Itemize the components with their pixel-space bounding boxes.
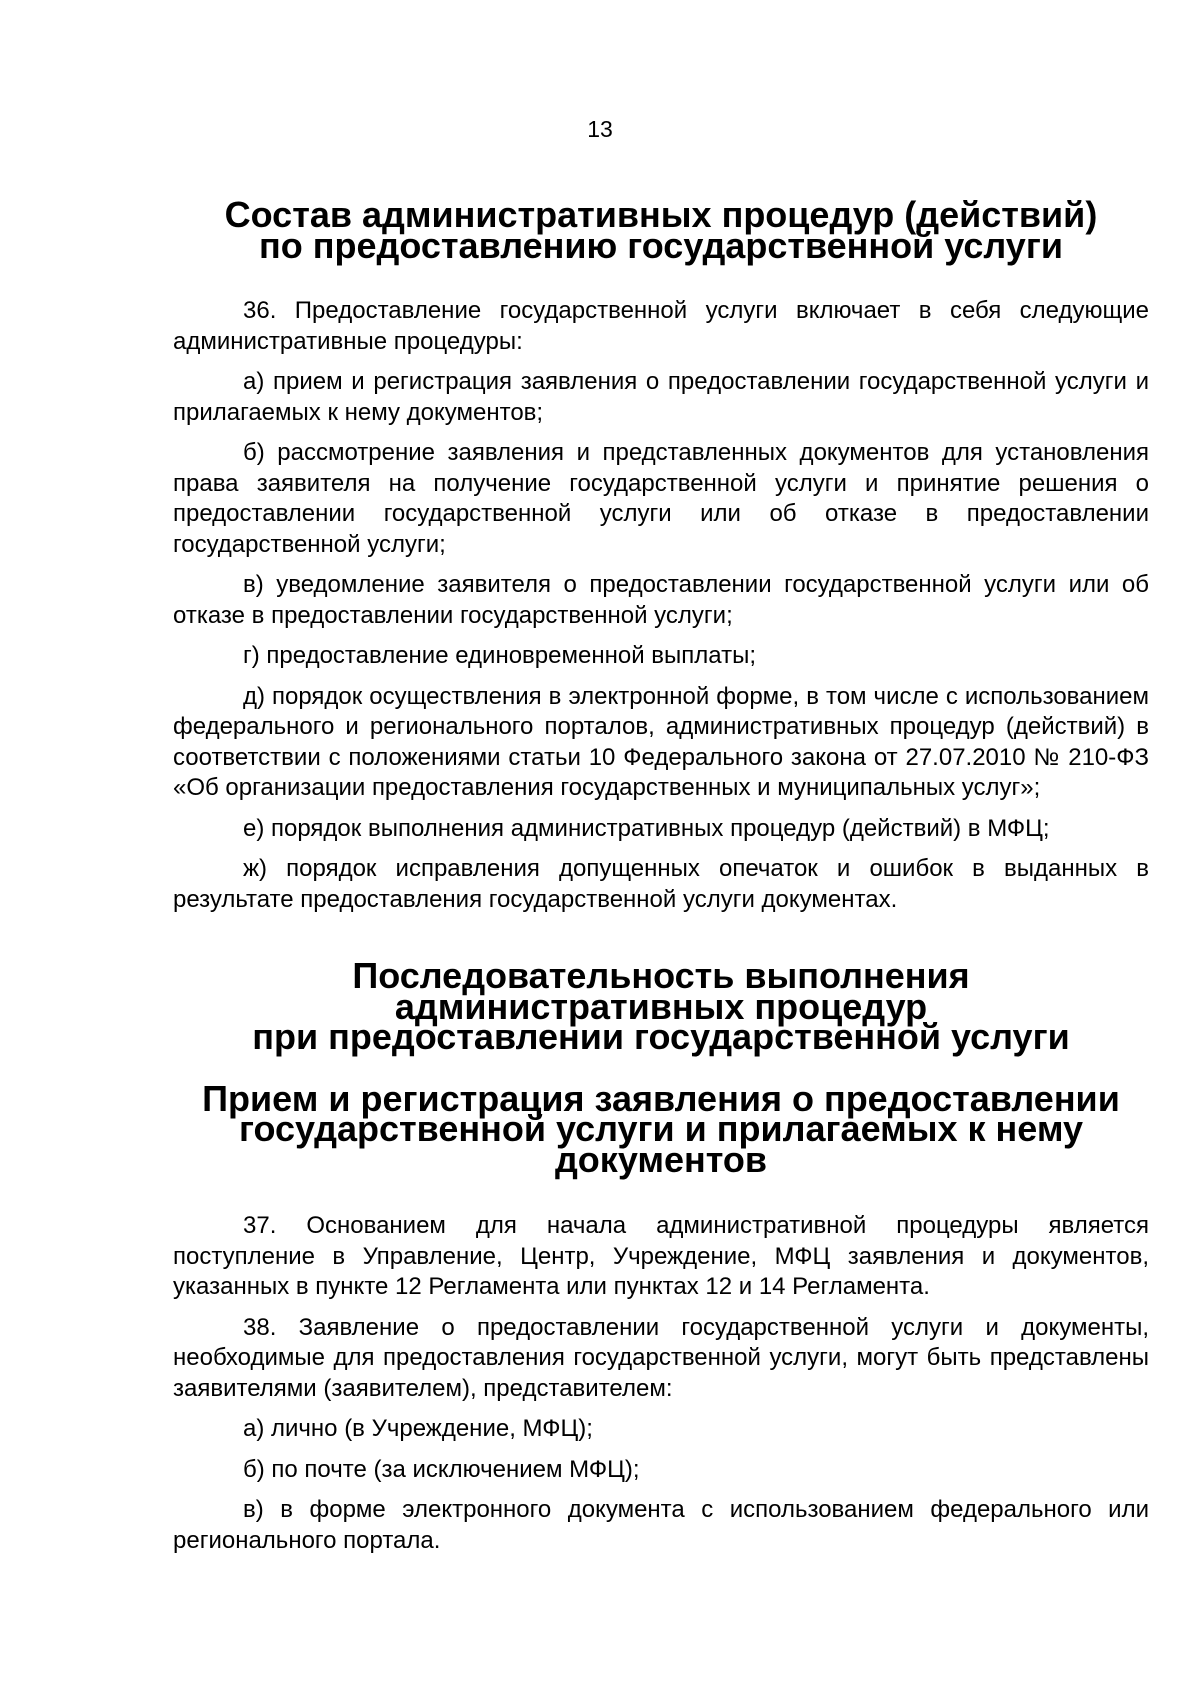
list-item-g: г) предоставление единовременной выплаты; bbox=[243, 642, 757, 669]
list-item-b: б) рассмотрение заявления и представленных документов для установления права заявителя на получение государственной услуги и принятие решения о предоставлении государственной услуги или об отказе в предоставлении государственной услуги; bbox=[173, 439, 1149, 558]
list-item-b: б) по почте (за исключением МФЦ); bbox=[243, 1455, 640, 1483]
list-item-zh: ж) порядок исправления допущенных опечаток и ошибок в выданных в результате предоставления государственной услуги документах. bbox=[173, 855, 1149, 913]
section-heading-reception bbox=[173, 1077, 1149, 1180]
paragraph-36: 36. Предоставление государственной услуги включает в себя следующие административные процедуры: bbox=[173, 297, 1149, 355]
list-item-a: а) лично (в Учреждение, МФЦ); bbox=[243, 1415, 593, 1442]
list-item-d: д) порядок осуществления в электронной форме, в том числе с использованием федерального и регионального порталов, административных процедур (действий) в соответствии с положениями статьи 10 Федерального закона от 27.07.2010 № 210-ФЗ «Об организации предоставления государственных и муниципальных услуг»; bbox=[173, 682, 1149, 801]
page-number: 13 bbox=[587, 116, 613, 142]
paragraph-37: 37. Основанием для начала административной процедуры является поступление в Управление, Центр, Учреждение, МФЦ заявления и документов, указанных в пункте 12 Регламента или пунктах 12 и 14 Регламента. bbox=[173, 1212, 1149, 1300]
section-heading-procedures bbox=[173, 194, 1149, 266]
list-item-v: в) уведомление заявителя о предоставлении государственной услуги или об отказе в предоставлении государственной услуги; bbox=[173, 571, 1149, 629]
list-item-e: е) порядок выполнения административных процедур (действий) в МФЦ; bbox=[243, 814, 1050, 842]
heading-line: Прием и регистрация заявления о предоставлении bbox=[202, 1077, 1120, 1119]
paragraph-38: 38. Заявление о предоставлении государственной услуги и документы, необходимые для предоставления государственной услуги, могут быть представлены заявителями (заявителем), представителем: bbox=[173, 1313, 1149, 1402]
heading-line: Состав административных процедур (действий) bbox=[224, 194, 1098, 235]
heading-line: государственной услуги и прилагаемых к нему документов bbox=[238, 1108, 1083, 1180]
heading-line: при предоставлении государственной услуги bbox=[252, 1016, 1070, 1057]
heading-line: Последовательность выполнения административных процедур bbox=[352, 955, 970, 1027]
list-item-a: а) прием и регистрация заявления о предоставлении государственной услуги и прилагаемых к нему документов; bbox=[173, 368, 1149, 426]
heading-line: по предоставлению государственной услуги bbox=[259, 224, 1063, 266]
section-heading-sequence bbox=[173, 955, 1149, 1057]
list-item-v: в) в форме электронного документа с использованием федерального или регионального портала. bbox=[173, 1496, 1149, 1554]
document-body bbox=[173, 194, 1149, 1566]
